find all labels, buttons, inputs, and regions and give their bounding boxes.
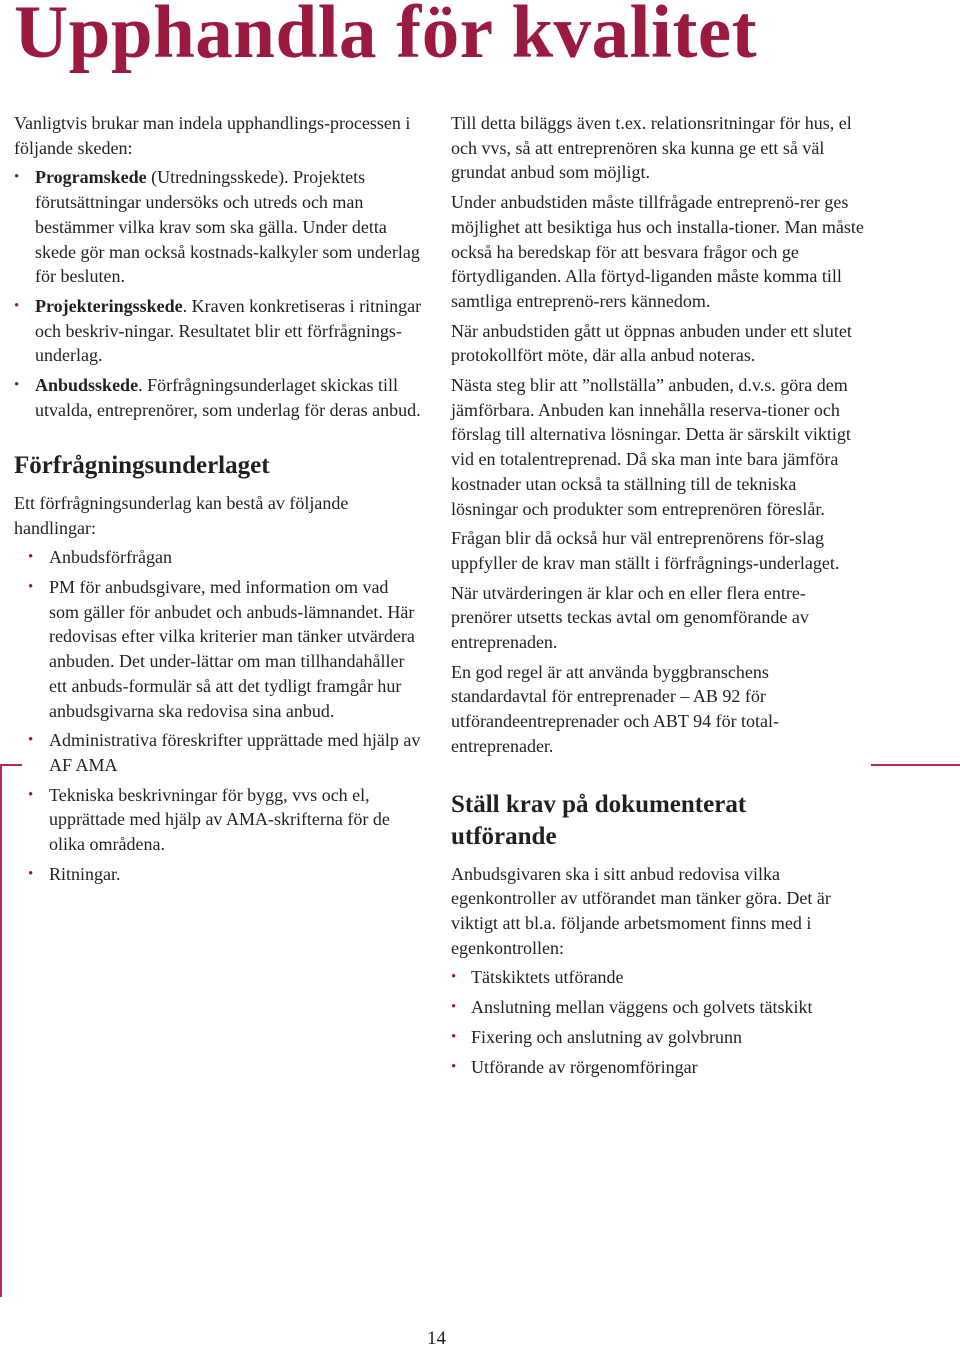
- bullet-icon: •: [451, 1028, 457, 1045]
- list-item: [14, 575, 422, 723]
- list-item: [451, 1055, 866, 1080]
- phase-description: . Kraven konkretiseras i ritningar och beskriv-ningar. Resultatet blir ett förfrågnings-underlag.: [35, 295, 422, 366]
- bullet-icon: •: [451, 969, 457, 986]
- list-item: [14, 862, 422, 887]
- list-item-text: PM för anbudsgivare, med information om vad som gäller för anbudet och anbuds-lämnandet. Här redovisas efter vilka kriterier man tänker utvärdera anbuden. Det under-lättar om man tillhandahåller ett anbuds-formulär så att det tydligt framgår hur anbudsgivarna ska redovisa sina anbud.: [49, 577, 415, 721]
- phase-name: Programskede: [35, 167, 147, 188]
- left-margin-rule: [0, 764, 22, 766]
- left-column: [14, 111, 422, 891]
- list-item: [14, 294, 422, 368]
- body-paragraph: En god regel är att använda byggbranschens standardavtal för entreprenader – AB 92 för utförandeentreprenader och ABT 94 för total-entreprenader.: [451, 661, 780, 756]
- list-item: [14, 373, 422, 422]
- bullet-icon: •: [28, 579, 34, 596]
- phase-list: [14, 165, 422, 422]
- list-item: [14, 783, 422, 857]
- body-paragraph: När anbudstiden gått ut öppnas anbuden under ett slutet protokollfört möte, där alla anbud noteras.: [451, 320, 852, 366]
- bullet-icon: •: [28, 786, 34, 803]
- bullet-icon: •: [28, 732, 34, 749]
- bullet-icon: •: [14, 169, 20, 186]
- bullet-icon: •: [28, 865, 34, 882]
- right-column: [451, 111, 866, 1084]
- right-margin-rule: [871, 764, 960, 766]
- phase-name: Anbudsskede: [35, 375, 139, 396]
- page-title: Upphandla för kvalitet: [14, 0, 758, 74]
- body-paragraph: Frågan blir då också hur väl entreprenörens för-slag uppfyller de krav man ställt i förfrågnings-underlaget.: [451, 528, 840, 573]
- phase-name: Projekteringsskede: [35, 295, 183, 316]
- section-heading: Förfrågningsunderlaget: [14, 452, 270, 480]
- page-number: 14: [427, 1328, 446, 1349]
- section-intro: Anbudsgivaren ska i sitt anbud redovisa vilka egenkontroller av utförandet man tänker göra. Det är viktigt att bl.a. följande arbetsmoment finns med i egenkontrollen:: [451, 863, 831, 958]
- list-item: [14, 728, 422, 777]
- body-paragraph: Nästa steg blir att ”nollställa” anbuden, d.v.s. göra dem jämförbara. Anbuden kan innehålla reserva-tioner och förslag till alternativa lösningar. Detta är särskilt viktigt vid en totalentreprenad. Då ska man inte bara jämföra kostnader utan också ta ställning till de tekniska lösningar och produkter som entreprenören föreslår.: [451, 375, 851, 519]
- intro-paragraph: Vanligtvis brukar man indela upphandlings-processen i följande skeden:: [14, 113, 411, 158]
- list-item: [451, 995, 866, 1020]
- list-item-text: Anslutning mellan väggens och golvets tätskikt: [471, 997, 813, 1018]
- phase-description: . Förfrågningsunderlaget skickas till utvalda, entreprenörer, som underlag för deras anbud.: [35, 375, 421, 420]
- checklist: [451, 965, 866, 1079]
- list-item: [451, 1025, 866, 1050]
- list-item: [14, 165, 422, 289]
- list-item-text: Tekniska beskrivningar för bygg, vvs och el, upprättade med hjälp av AMA-skrifterna för de olika områdena.: [49, 784, 390, 855]
- list-item-text: Utförande av rörgenomföringar: [471, 1056, 698, 1077]
- bullet-icon: •: [451, 1058, 457, 1075]
- bullet-icon: •: [14, 297, 20, 314]
- list-item-text: Administrativa föreskrifter upprättade med hjälp av AF AMA: [49, 730, 421, 775]
- bullet-icon: •: [28, 549, 34, 566]
- body-paragraph: Under anbudstiden måste tillfrågade entreprenö-rer ges möjlighet att besiktiga hus och installa-tioner. Man måste också ha beredskap för att besvara frågor och ge förtydliganden. Alla förtyd-liganden måste komma till samtliga entreprenö-rers kännedom.: [451, 192, 864, 311]
- section-intro: Ett förfrågningsunderlag kan bestå av följande handlingar:: [14, 492, 349, 538]
- list-item-text: Ritningar.: [49, 863, 121, 884]
- list-item: [451, 965, 866, 990]
- bullet-icon: •: [14, 377, 20, 394]
- phase-description: (Utredningsskede). Projektets förutsättningar undersöks och utreds och man bestämmer vilka krav som ska gälla. Under detta skede gör man också kostnads-kalkyler som underlag för besluten.: [35, 167, 420, 287]
- list-item: [14, 545, 422, 570]
- body-paragraph: När utvärderingen är klar och en eller flera entre-prenörer utsetts teckas avtal om genomförande av entreprenaden.: [451, 582, 809, 653]
- list-item-text: Fixering och anslutning av golvbrunn: [471, 1026, 742, 1047]
- left-vertical-rule: [0, 764, 2, 1297]
- bullet-icon: •: [451, 999, 457, 1016]
- list-item-text: Anbudsförfrågan: [49, 547, 172, 568]
- document-list: [14, 545, 422, 886]
- list-item-text: Tätskiktets utförande: [471, 967, 624, 988]
- body-paragraph: Till detta biläggs även t.ex. relationsritningar för hus, el och vvs, så att entreprenören ska kunna ge ett så väl grundat anbud som möjligt.: [451, 113, 852, 183]
- section-heading: Ställ krav på dokumenterat utförande: [451, 790, 747, 851]
